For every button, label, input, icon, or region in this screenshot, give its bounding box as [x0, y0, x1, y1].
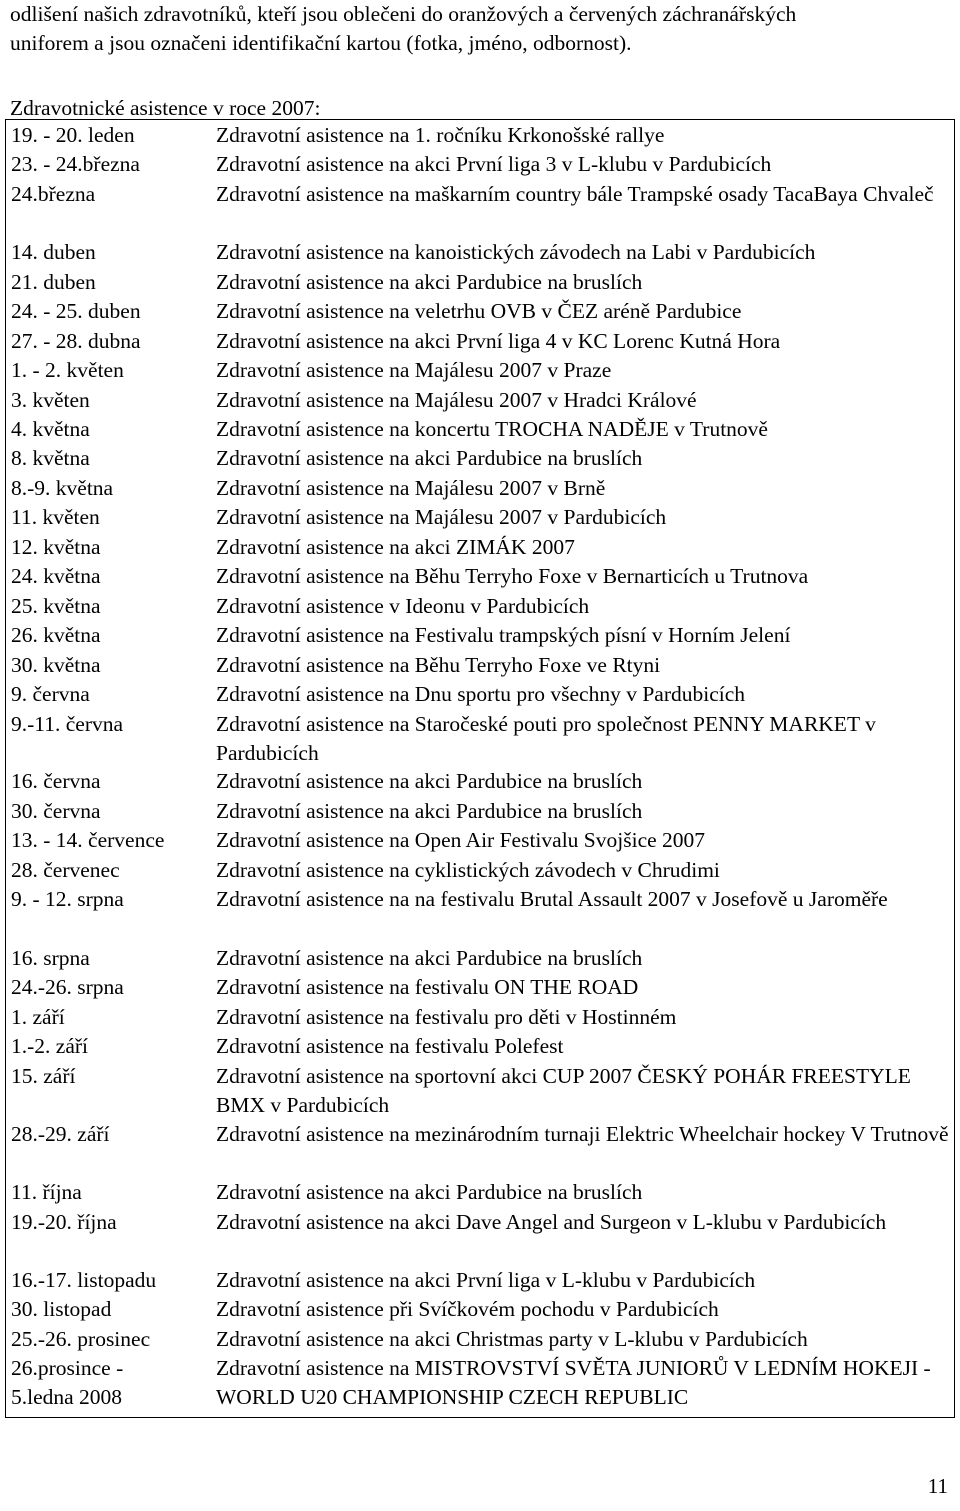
- event-date: 24. - 25. duben: [11, 299, 141, 323]
- event-date: 9. - 12. srpna: [11, 887, 124, 911]
- event-date: 16.-17. listopadu: [11, 1268, 157, 1292]
- intro-line: odlišení našich zdravotníků, kteří jsou oblečeni do oranžových a červených záchranářských: [10, 2, 797, 26]
- event-date: 9. června: [11, 682, 90, 706]
- event-description: Zdravotní asistence v Ideonu v Pardubicích: [216, 594, 590, 618]
- event-description: Zdravotní asistence při Svíčkovém pochodu v Pardubicích: [216, 1297, 719, 1321]
- event-description: Zdravotní asistence na akci Pardubice na bruslích: [216, 769, 643, 793]
- event-date: 13. - 14. července: [11, 828, 165, 852]
- event-description: Zdravotní asistence na Majálesu 2007 v Pardubicích: [216, 505, 667, 529]
- event-date: 16. června: [11, 769, 101, 793]
- event-date: 28.-29. září: [11, 1122, 110, 1146]
- event-date: 14. duben: [11, 240, 96, 264]
- event-description: Zdravotní asistence na Staročeské pouti pro společnost PENNY MARKET v Pardubicích: [216, 712, 876, 765]
- event-description: Zdravotní asistence na akci První liga 4 v KC Lorenc Kutná Hora: [216, 329, 781, 353]
- event-description: Zdravotní asistence na na festivalu Brutal Assault 2007 v Josefově u Jaroměře: [216, 887, 888, 911]
- event-date: 26.prosince - 5.ledna 2008: [11, 1356, 124, 1410]
- event-description: Zdravotní asistence na akci Pardubice na bruslích: [216, 270, 643, 294]
- event-date: 9.-11. června: [11, 712, 124, 736]
- intro-paragraph: [10, 0, 955, 58]
- event-date: 11. květen: [11, 505, 100, 529]
- event-description: Zdravotní asistence na mezinárodním turnaji Elektric Wheelchair hockey V Trutnově: [216, 1122, 949, 1146]
- page-number: 11: [927, 1474, 948, 1498]
- event-date: 26. května: [11, 623, 101, 647]
- event-description: Zdravotní asistence na kanoistických závodech na Labi v Pardubicích: [216, 240, 816, 264]
- event-description: Zdravotní asistence na akci První liga v L-klubu v Pardubicích: [216, 1268, 756, 1292]
- event-description: Zdravotní asistence na festivalu pro děti v Hostinném: [216, 1005, 677, 1029]
- event-date: 25. května: [11, 594, 101, 618]
- event-date: 8.-9. května: [11, 476, 114, 500]
- event-date: 4. května: [11, 417, 90, 441]
- event-description: Zdravotní asistence na akci Pardubice na bruslích: [216, 1180, 643, 1204]
- event-description: Zdravotní asistence na akci Dave Angel and Surgeon v L-klubu v Pardubicích: [216, 1210, 887, 1234]
- event-description: Zdravotní asistence na 1. ročníku Krkonošské rallye: [216, 123, 665, 147]
- event-description: Zdravotní asistence na cyklistických závodech v Chrudimi: [216, 858, 720, 882]
- event-description: Zdravotní asistence na maškarním country bále Trampské osady TacaBaya Chvaleč: [216, 182, 934, 206]
- event-description: Zdravotní asistence na Open Air Festivalu Svojšice 2007: [216, 828, 706, 852]
- event-description: Zdravotní asistence na Festivalu trampských písní v Horním Jelení: [216, 623, 791, 647]
- event-date: 1.-2. září: [11, 1034, 89, 1058]
- event-date: 19. - 20. leden: [11, 123, 135, 147]
- event-description: Zdravotní asistence na akci První liga 3 v L-klubu v Pardubicích: [216, 152, 772, 176]
- events-table: [5, 119, 955, 1418]
- event-date: 21. duben: [11, 270, 96, 294]
- event-date: 24. května: [11, 564, 101, 588]
- event-date: 15. září: [11, 1064, 76, 1088]
- event-description: Zdravotní asistence na akci Pardubice na bruslích: [216, 799, 643, 823]
- intro-line: uniforem a jsou označeni identifikační kartou (fotka, jméno, odbornost).: [10, 31, 632, 55]
- event-date: 1. - 2. květen: [11, 358, 124, 382]
- event-description: Zdravotní asistence na Majálesu 2007 v Praze: [216, 358, 612, 382]
- event-date: 16. srpna: [11, 946, 90, 970]
- event-date: 30. května: [11, 653, 101, 677]
- event-description: Zdravotní asistence na koncertu TROCHA NADĚJE v Trutnově: [216, 417, 768, 441]
- event-description: Zdravotní asistence na akci Christmas party v L-klubu v Pardubicích: [216, 1327, 808, 1351]
- event-description: Zdravotní asistence na festivalu Polefest: [216, 1034, 564, 1058]
- event-date: 12. května: [11, 535, 101, 559]
- event-date: 23. - 24.března: [11, 152, 140, 176]
- event-date: 30. června: [11, 799, 101, 823]
- event-date: 28. červenec: [11, 858, 120, 882]
- event-date: 24.-26. srpna: [11, 975, 124, 999]
- event-description: Zdravotní asistence na akci Pardubice na bruslích: [216, 446, 643, 470]
- event-description: Zdravotní asistence na Majálesu 2007 v Brně: [216, 476, 606, 500]
- event-date: 25.-26. prosinec: [11, 1327, 151, 1351]
- event-date: 1. září: [11, 1005, 65, 1029]
- event-description: Zdravotní asistence na akci ZIMÁK 2007: [216, 535, 575, 559]
- event-description: Zdravotní asistence na MISTROVSTVÍ SVĚTA JUNIORŮ V LEDNÍM HOKEJI - WORLD U20 CHAMPIONSHIP CZECH REPUBLIC: [216, 1356, 931, 1409]
- event-description: Zdravotní asistence na Majálesu 2007 v Hradci Králové: [216, 388, 697, 412]
- event-description: Zdravotní asistence na Běhu Terryho Foxe v Bernarticích u Trutnova: [216, 564, 809, 588]
- event-date: 27. - 28. dubna: [11, 329, 141, 353]
- event-date: 3. květen: [11, 388, 90, 412]
- event-description: Zdravotní asistence na Běhu Terryho Foxe ve Rtyni: [216, 653, 661, 677]
- event-date: 11. října: [11, 1180, 82, 1204]
- event-description: Zdravotní asistence na sportovní akci CUP 2007 ČESKÝ POHÁR FREESTYLE BMX v Pardubicích: [216, 1064, 911, 1117]
- event-date: 30. listopad: [11, 1297, 112, 1321]
- event-description: Zdravotní asistence na Dnu sportu pro všechny v Pardubicích: [216, 682, 746, 706]
- event-description: Zdravotní asistence na festivalu ON THE ROAD: [216, 975, 639, 999]
- event-description: Zdravotní asistence na veletrhu OVB v ČEZ aréně Pardubice: [216, 299, 742, 323]
- event-date: 19.-20. října: [11, 1210, 117, 1234]
- event-description: Zdravotní asistence na akci Pardubice na bruslích: [216, 946, 643, 970]
- section-heading: Zdravotnické asistence v roce 2007:: [10, 96, 321, 120]
- event-date: 24.března: [11, 182, 96, 206]
- event-date: 8. května: [11, 446, 90, 470]
